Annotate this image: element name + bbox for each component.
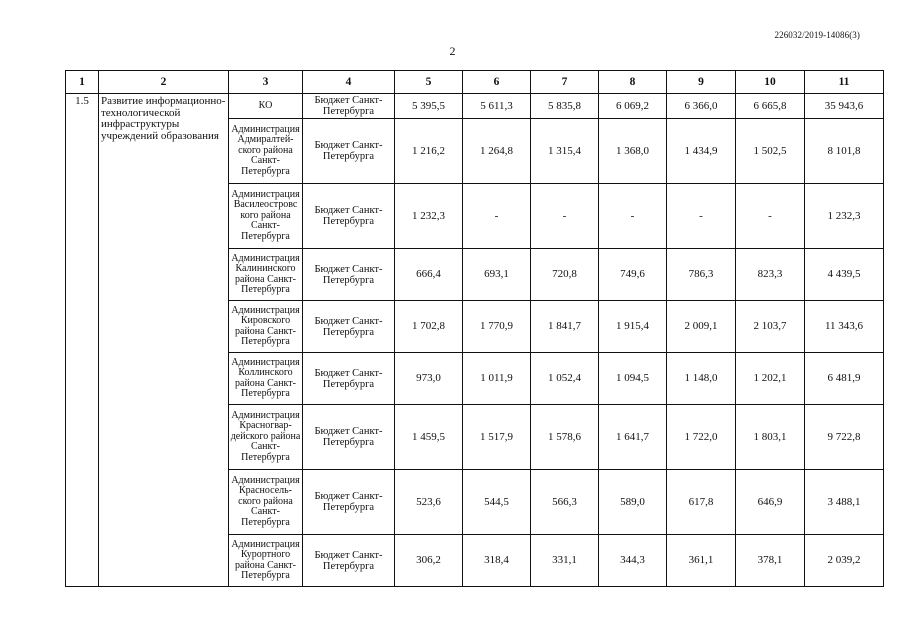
value-cell: 523,6 (395, 470, 463, 535)
executor-cell: Администрация Красногвар-дейского района Санкт-Петербурга (229, 405, 303, 470)
value-cell: 1 052,4 (531, 353, 599, 405)
value-cell: 1 094,5 (599, 353, 667, 405)
value-cell: - (531, 184, 599, 249)
column-header: 2 (99, 71, 229, 94)
value-cell: 1 517,9 (463, 405, 531, 470)
column-header: 3 (229, 71, 303, 94)
value-cell: 973,0 (395, 353, 463, 405)
value-cell: 693,1 (463, 249, 531, 301)
value-cell: - (463, 184, 531, 249)
total-cell: 4 439,5 (805, 249, 884, 301)
funding-source-cell: Бюджет Санкт-Петербурга (303, 470, 395, 535)
value-cell: 1 148,0 (667, 353, 736, 405)
value-cell: 566,3 (531, 470, 599, 535)
budget-table (65, 70, 884, 587)
executor-cell: КО (229, 94, 303, 119)
column-header: 10 (736, 71, 805, 94)
value-cell: 361,1 (667, 535, 736, 587)
value-cell: 318,4 (463, 535, 531, 587)
total-cell: 35 943,6 (805, 94, 884, 119)
total-cell: 1 232,3 (805, 184, 884, 249)
value-cell: 344,3 (599, 535, 667, 587)
value-cell: 1 578,6 (531, 405, 599, 470)
column-header: 8 (599, 71, 667, 94)
value-cell: 2 009,1 (667, 301, 736, 353)
funding-source-cell: Бюджет Санкт-Петербурга (303, 353, 395, 405)
value-cell: 306,2 (395, 535, 463, 587)
value-cell: 589,0 (599, 470, 667, 535)
value-cell: 331,1 (531, 535, 599, 587)
funding-source-cell: Бюджет Санкт-Петербурга (303, 535, 395, 587)
value-cell: 720,8 (531, 249, 599, 301)
value-cell: 1 803,1 (736, 405, 805, 470)
value-cell: 1 216,2 (395, 119, 463, 184)
item-number: 1.5 (66, 94, 99, 587)
item-title: Развитие информационно-технологической инфраструктуры учреждений образования (99, 94, 229, 587)
funding-source-cell: Бюджет Санкт-Петербурга (303, 405, 395, 470)
table-row (66, 94, 884, 119)
total-cell: 9 722,8 (805, 405, 884, 470)
value-cell: 544,5 (463, 470, 531, 535)
value-cell: 6 665,8 (736, 94, 805, 119)
value-cell: 1 702,8 (395, 301, 463, 353)
value-cell: 1 459,5 (395, 405, 463, 470)
value-cell: 1 722,0 (667, 405, 736, 470)
value-cell: - (667, 184, 736, 249)
column-number-row (66, 71, 884, 94)
column-header: 1 (66, 71, 99, 94)
value-cell: 749,6 (599, 249, 667, 301)
funding-source-cell: Бюджет Санкт-Петербурга (303, 301, 395, 353)
page-number: 2 (449, 44, 456, 58)
value-cell: 1 841,7 (531, 301, 599, 353)
value-cell: 666,4 (395, 249, 463, 301)
value-cell: 5 395,5 (395, 94, 463, 119)
funding-source-cell: Бюджет Санкт-Петербурга (303, 184, 395, 249)
value-cell: 823,3 (736, 249, 805, 301)
total-cell: 6 481,9 (805, 353, 884, 405)
executor-cell: Администрация Кировского района Санкт-Петербурга (229, 301, 303, 353)
funding-source-cell: Бюджет Санкт-Петербурга (303, 119, 395, 184)
total-cell: 8 101,8 (805, 119, 884, 184)
column-header: 5 (395, 71, 463, 94)
value-cell: 646,9 (736, 470, 805, 535)
value-cell: 1 202,1 (736, 353, 805, 405)
value-cell: 2 103,7 (736, 301, 805, 353)
total-cell: 11 343,6 (805, 301, 884, 353)
value-cell: 1 502,5 (736, 119, 805, 184)
column-header: 4 (303, 71, 395, 94)
value-cell: 6 069,2 (599, 94, 667, 119)
value-cell: 5 611,3 (463, 94, 531, 119)
column-header: 11 (805, 71, 884, 94)
value-cell: 1 011,9 (463, 353, 531, 405)
value-cell: 1 232,3 (395, 184, 463, 249)
document-code: 226032/2019-14086(3) (774, 30, 860, 40)
value-cell: 786,3 (667, 249, 736, 301)
executor-cell: Администрация Красносель-ского района Санкт-Петербурга (229, 470, 303, 535)
executor-cell: Администрация Курортного района Санкт-Петербурга (229, 535, 303, 587)
value-cell: 5 835,8 (531, 94, 599, 119)
value-cell: - (599, 184, 667, 249)
value-cell: 1 315,4 (531, 119, 599, 184)
executor-cell: Администрация Калининского района Санкт-Петербурга (229, 249, 303, 301)
value-cell: 1 434,9 (667, 119, 736, 184)
value-cell: 1 264,8 (463, 119, 531, 184)
executor-cell: Администрация Коллинского района Санкт-Петербурга (229, 353, 303, 405)
value-cell: 1 641,7 (599, 405, 667, 470)
total-cell: 2 039,2 (805, 535, 884, 587)
value-cell: 1 915,4 (599, 301, 667, 353)
column-header: 6 (463, 71, 531, 94)
value-cell: 617,8 (667, 470, 736, 535)
funding-source-cell: Бюджет Санкт-Петербурга (303, 249, 395, 301)
executor-cell: Администрация Адмиралтей-ского района Санкт-Петербурга (229, 119, 303, 184)
value-cell: 378,1 (736, 535, 805, 587)
value-cell: 6 366,0 (667, 94, 736, 119)
value-cell: 1 770,9 (463, 301, 531, 353)
column-header: 9 (667, 71, 736, 94)
funding-source-cell: Бюджет Санкт-Петербурга (303, 94, 395, 119)
total-cell: 3 488,1 (805, 470, 884, 535)
executor-cell: Администрация Василеостровс кого района Санкт-Петербурга (229, 184, 303, 249)
column-header: 7 (531, 71, 599, 94)
value-cell: - (736, 184, 805, 249)
value-cell: 1 368,0 (599, 119, 667, 184)
